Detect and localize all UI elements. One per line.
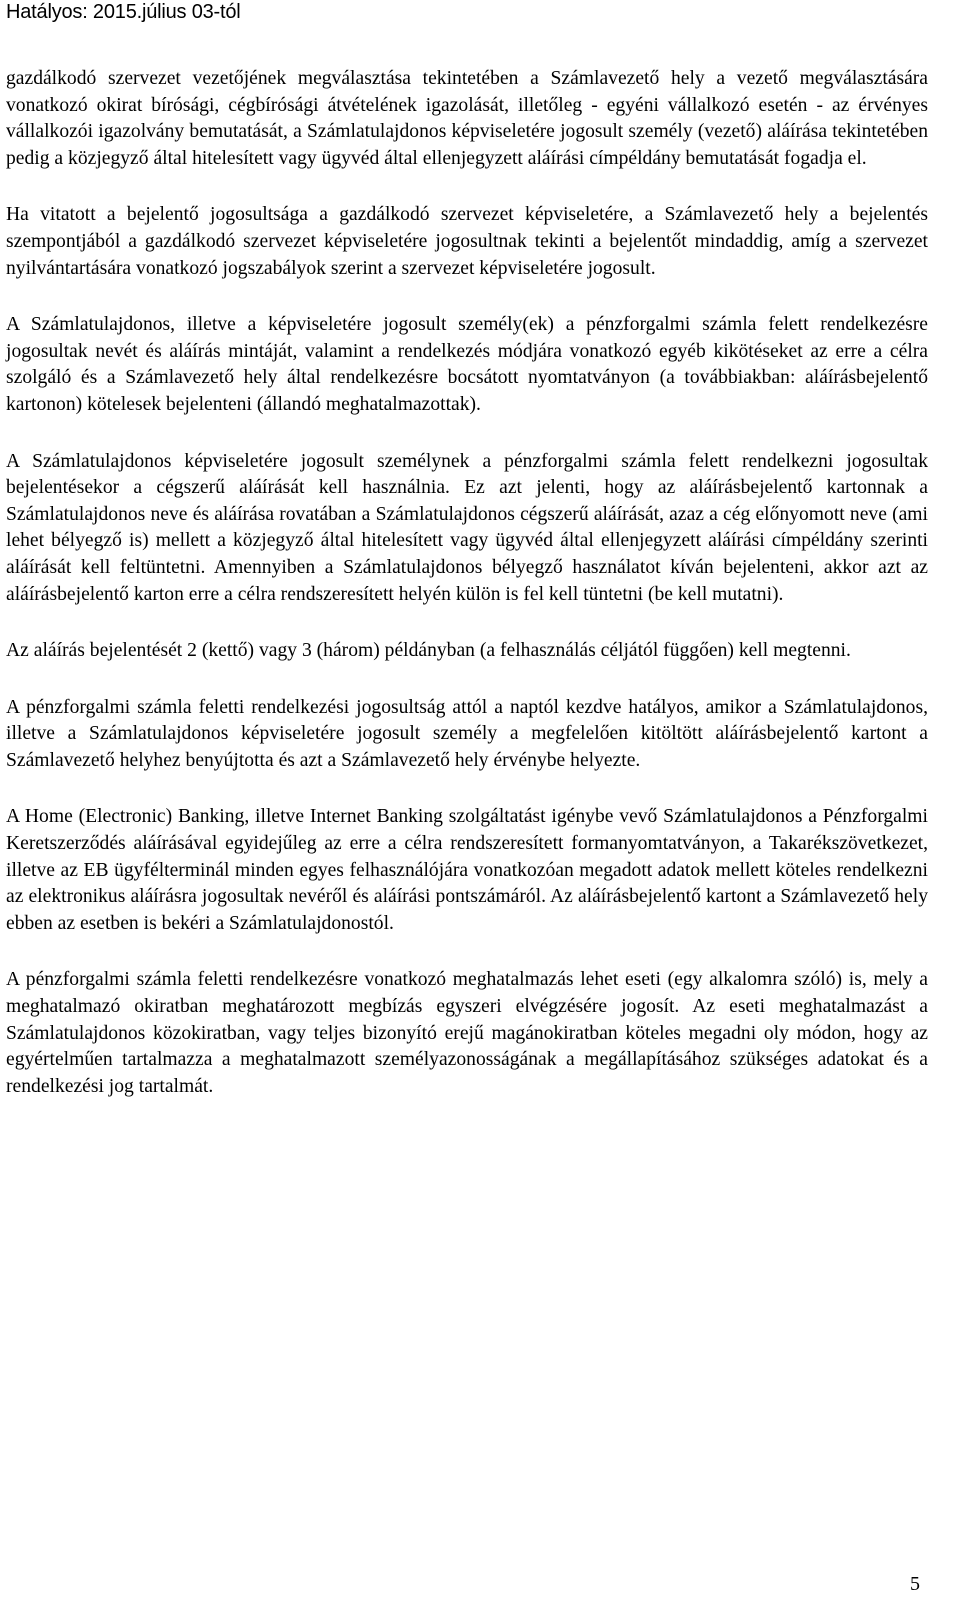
paragraph-2: Ha vitatott a bejelentő jogosultsága a gazdálkodó szervezet képviseletére, a Számlavezető hely a bejelentés szempontjából a gazdálkodó szervezet képviseletére jogosultnak tekinti a bejelentőt mindaddig, amíg a szervezet nyilvántartására vonatkozó jogszabályok szerint a szervezet képviseletére jogosult. bbox=[6, 204, 928, 279]
document-body bbox=[6, 66, 928, 1130]
paragraph-6: A pénzforgalmi számla feletti rendelkezési jogosultság attól a naptól kezdve hatályos, amikor a Számlatulajdonos, illetve a Számlatulajdonos képviseletére jogosult személy a megfelelően kitöltött aláírásbejelentő kartont a Számlavezető helyhez benyújtotta és azt a Számlavezető hely érvénybe helyezte. bbox=[6, 696, 928, 771]
paragraph-3: A Számlatulajdonos, illetve a képviseletére jogosult személy(ek) a pénzforgalmi számla felett rendelkezésre jogosultak nevét és aláírás mintáját, valamint a rendelkezés módjára vonatkozó egyéb kikötéseket az erre a célra szolgáló és a Számlavezető hely által rendelkezésre bocsátott nyomtatványon (a továbbiakban: aláírásbejelentő kartonon) kötelesek bejelenteni (állandó meghatalmazottak). bbox=[6, 314, 928, 415]
paragraph-8: A pénzforgalmi számla feletti rendelkezésre vonatkozó meghatalmazás lehet eseti (egy alkalomra szóló) is, mely a meghatalmazó okiratban meghatározott megbízás egyszeri elvégzésére jogosít. Az eseti meghatalmazást a Számlatulajdonos közokiratban, vagy teljes bizonyító erejű magánokiratban köteles megadni oly módon, hogy az egyértelműen tartalmazza a meghatalmazott személyazonosságának a megállapításához szükséges adatokat és a rendelkezési jog tartalmát. bbox=[6, 969, 928, 1097]
paragraph-4: A Számlatulajdonos képviseletére jogosult személynek a pénzforgalmi számla felett rendelkezni jogosultak bejelentésekor a cégszerű aláírását kell használnia. Ez azt jelenti, hogy az aláírásbejelentő kartonnak a Számlatulajdonos neve és aláírása rovatában a Számlatulajdonos cégszerű aláírását, azaz a cég előnyomott neve (ami lehet bélyegző is) mellett a közjegyző által hitelesített vagy ügyvéd által ellenjegyzett aláírási címpéldány szerinti aláírását kell feltüntetni. Amennyiben a Számlatulajdonos bélyegző használatot kíván bejelenteni, akkor azt az aláírásbejelentő karton erre a célra rendszeresített helyén külön is fel kell tüntetni (be kell mutatni). bbox=[6, 450, 928, 605]
paragraph-5: Az aláírás bejelentését 2 (kettő) vagy 3 (három) példányban (a felhasználás céljától függően) kell megtenni. bbox=[6, 640, 851, 662]
paragraph-1: gazdálkodó szervezet vezetőjének megválasztása tekintetében a Számlavezető hely a vezető megválasztására vonatkozó okirat bírósági, cégbírósági átvételének igazolását, illetőleg - egyéni vállalkozó esetén - az érvényes vállalkozói igazolvány bemutatását, a Számlatulajdonos képviseletére jogosult személy (vezető) aláírása tekintetében pedig a közjegyző által hitelesített vagy ügyvéd által ellenjegyzett aláírási címpéldány bemutatását fogadja el. bbox=[6, 68, 928, 169]
page-header: Hatályos: 2015.július 03-tól bbox=[6, 1, 241, 23]
page-number: 5 bbox=[910, 1573, 920, 1595]
paragraph-7: A Home (Electronic) Banking, illetve Internet Banking szolgáltatást igénybe vevő Számlatulajdonos a Pénzforgalmi Keretszerződés aláírásával egyidejűleg az erre a célra rendszeresített formanyomtatványon, a Takarékszövetkezet, illetve az EB ügyfélterminál minden egyes felhasználójára vonatkozóan megadott adatok mellett köteles rendelkezni az elektronikus aláírásra jogosultak nevéről és aláírási pontszámáról. Az aláírásbejelentő kartont a Számlavezető hely ebben az esetben is bekéri a Számlatulajdonostól. bbox=[6, 806, 928, 934]
